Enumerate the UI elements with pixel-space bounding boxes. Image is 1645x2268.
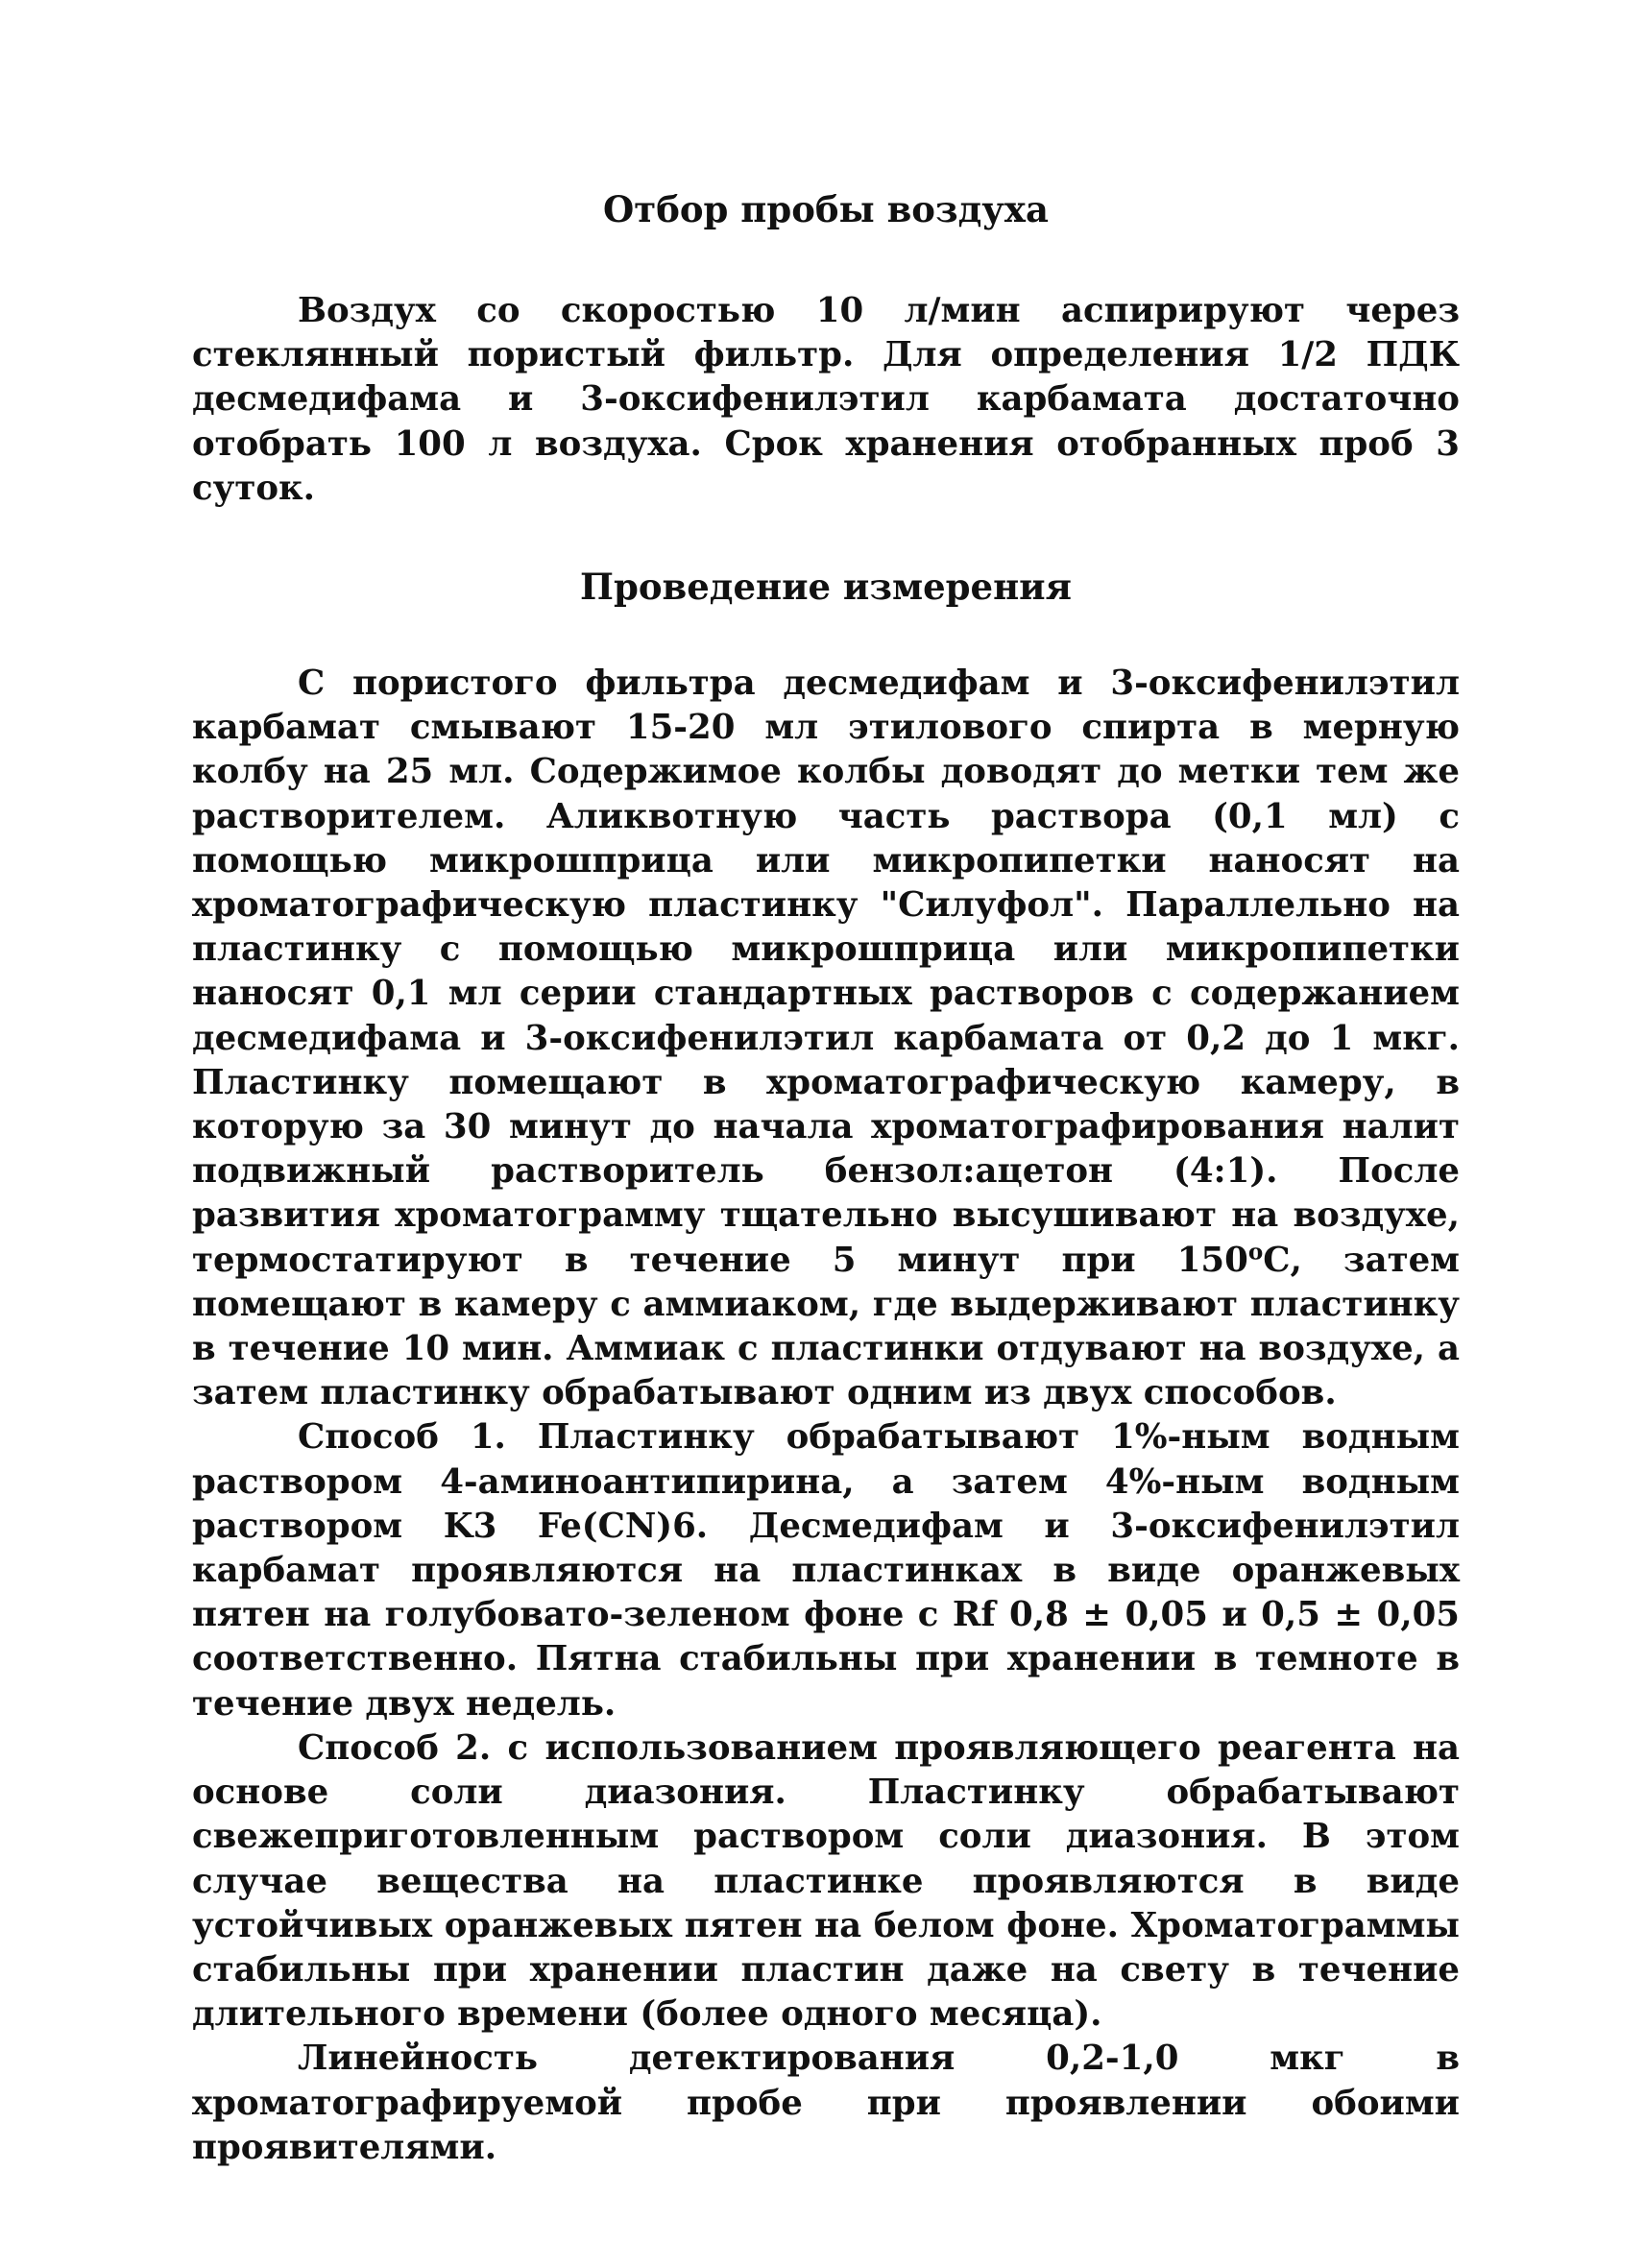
document-body xyxy=(192,187,1460,2170)
method-1-text-part1: Способ 1. Пластинку обрабатывают 1%-ным водным раствором 4-аминоантипирина, а затем 4%-ным водным раствором xyxy=(192,1417,1460,1546)
air-sampling-paragraph: Воздух со скоростью 10 л/мин аспирируют через стеклянный пористый фильтр. Для определения 1/2 ПДК десмедифама и 3-оксифенилэтил карбамата достаточно отобрать 100 л воздуха. Срок хранения отобранных проб 3 суток. xyxy=(192,291,1460,508)
air-sampling-heading: Отбор пробы воздуха xyxy=(603,188,1049,230)
method-1-paragraph xyxy=(192,1415,1460,1725)
measurement-text-part1: С пористого фильтра десмедифам и 3-оксифенилэтил карбамат смывают 15-20 мл этилового спирта в мерную колбу на 25 мл. Содержимое колбы доводят до метки тем же растворителем. Аликвотную часть раствора (0,1 мл) с помощью микрошприца или микропипетки наносят на хроматографическую пластинку "Силуфол". Параллельно на пластинку с помощью микрошприца или микропипетки наносят 0,1 мл серии стандартных растворов с содержанием десмедифама и 3-оксифенилэтил карбамата от 0,2 до 1 мкг. Пластинку помещают в хроматографическую камеру, в которую за 30 минут до начала хроматографирования налит подвижный растворитель бензол:ацетон (4:1). После развития хроматограмму тщательно высушивают на воздухе, термостатируют в течение 5 минут при 150 xyxy=(192,664,1460,1280)
measurement-text-part2: С, затем помещают в камеру с аммиаком, где выдерживают пластинку в течение 10 мин. Аммиак с пластинки отдувают на воздухе, а затем пластинку обрабатывают одним из двух способов. xyxy=(192,1240,1460,1413)
method-1-text-part2: Десмедифам и 3-оксифенилэтил карбамат проявляются на пластинках в виде оранжевых пятен на голубовато-зеленом фоне с Rf 0,8 ± 0,05 и 0,5 ± 0,05 соответственно. Пятна стабильны при хранении в темноте в течение двух недель. xyxy=(192,1506,1460,1724)
measurement-heading: Проведение измерения xyxy=(580,566,1072,609)
method-2-paragraph: Способ 2. с использованием проявляющего реагента на основе соли диазония. Пластинку обрабатывают свежеприготовленным раствором соли диазония. В этом случае вещества на пластинке проявляются в виде устойчивых оранжевых пятен на белом фоне. Хроматограммы стабильны при хранении пластин даже на свету в течение длительного времени (более одного месяца). xyxy=(192,1727,1460,2035)
measurement-paragraph xyxy=(192,662,1460,1415)
degree-superscript: о xyxy=(1247,1238,1264,1265)
potassium-ferricyanide-formula: K3 Fe(CN)6. xyxy=(443,1506,709,1546)
linearity-paragraph: Линейность детектирования 0,2-1,0 мкг в хроматографируемой пробе при проявлении обоими проявителями. xyxy=(192,2039,1460,2167)
